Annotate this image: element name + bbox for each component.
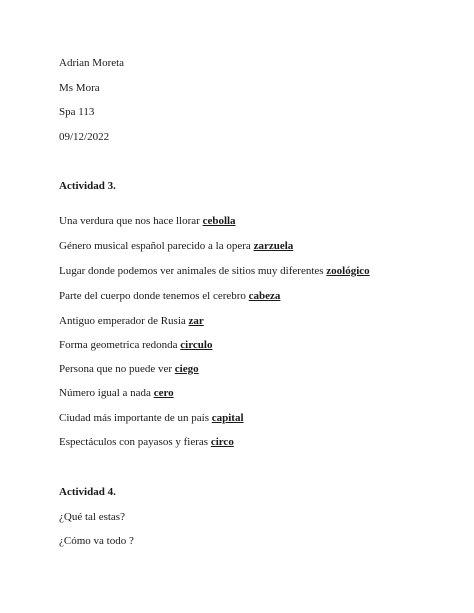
item-answer: ciego (174, 363, 199, 375)
actividad-3-heading: Actividad 3. (59, 180, 116, 192)
document-date: 09/12/2022 (59, 131, 110, 143)
item-answer: cebolla (202, 215, 236, 227)
actividad-3-item (59, 412, 244, 425)
item-prompt: Ciudad más importante de un país (59, 412, 209, 424)
item-prompt: Lugar donde podemos ver animales de sitios muy diferentes (59, 265, 324, 277)
actividad-3-item (59, 290, 280, 303)
item-prompt: Antiguo emperador de Rusia (59, 315, 186, 327)
item-prompt: Número igual a nada (59, 387, 151, 399)
teacher-name: Ms Mora (59, 82, 100, 94)
actividad-3-item (59, 315, 204, 328)
actividad-3-item (59, 240, 293, 253)
item-answer: circo (210, 436, 234, 448)
item-answer: zoológico (326, 265, 370, 277)
item-prompt: Forma geometrica redonda (59, 339, 178, 351)
item-prompt: Persona que no puede ver (59, 363, 173, 375)
item-answer: zar (188, 315, 204, 327)
item-answer: capital (211, 412, 244, 424)
actividad-3-item (59, 265, 370, 278)
item-prompt: Espectáculos con payasos y fieras (59, 436, 209, 448)
actividad-3-item (59, 363, 199, 376)
item-prompt: Parte del cuerpo donde tenemos el cerebro (59, 290, 246, 302)
actividad-4-line: ¿Qué tal estas? (59, 511, 125, 523)
item-answer: circulo (180, 339, 213, 351)
student-name: Adrian Moreta (59, 57, 125, 69)
actividad-3-item (59, 387, 174, 400)
actividad-3-item (59, 339, 212, 352)
item-answer: cero (153, 387, 174, 399)
actividad-3-item (59, 436, 234, 449)
item-prompt: Una verdura que nos hace llorar (59, 215, 200, 227)
course-code: Spa 113 (59, 106, 95, 118)
actividad-4-line: ¿Cómo va todo ? (59, 535, 134, 547)
item-answer: cabeza (248, 290, 281, 302)
item-answer: zarzuela (253, 240, 294, 252)
actividad-4-heading: Actividad 4. (59, 486, 116, 498)
actividad-3-item (59, 215, 236, 228)
item-prompt: Género musical español parecido a la opera (59, 240, 251, 252)
